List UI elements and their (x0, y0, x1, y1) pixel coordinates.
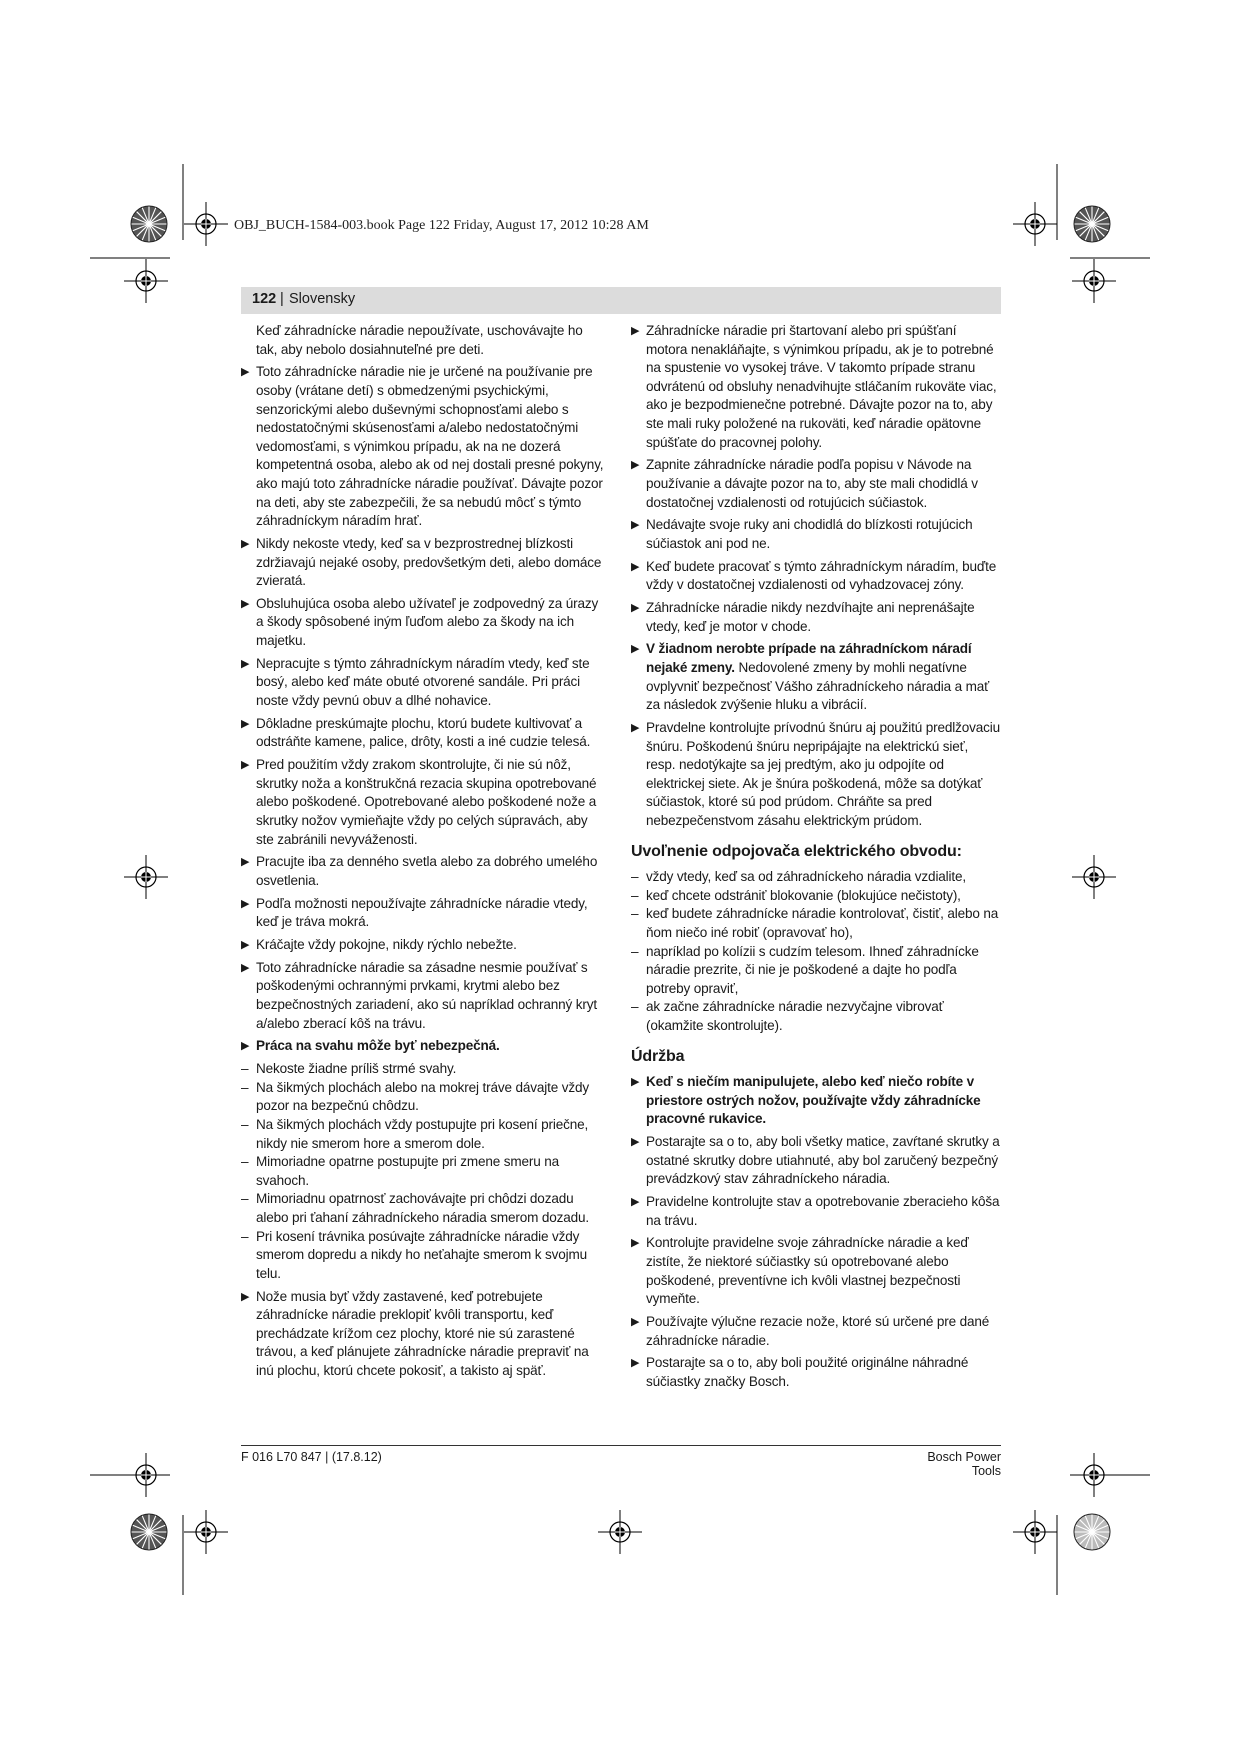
crosshair-icon (1072, 1453, 1116, 1497)
list-item: ▶ Záhradnícke náradie nikdy nezdvíhajte ani neprenášajte vtedy, keď je motor v chode. (631, 600, 975, 634)
list-item: ▶ Záhradnícke náradie pri štartovaní alebo pri spúšťaní motora nenakláňajte, s výnimkou prípadu, ak je to potrebné na spustenie vo vysokej tráve. V takomto prípade stranu odvrátenú od obsluhy nenadvihujte stláčaním rukoväte viac, ako je bezpodmienečne potrebné. Dávajte pozor na to, aby ste mali ruky položené na rukoväti, keď náradie opätovne spúšťate do pracovnej polohy. (631, 323, 997, 450)
triangle-bullet-icon: ▶ (631, 643, 640, 656)
color-wheel-icon (1074, 1514, 1110, 1550)
list-item: ▶ Pravdelne kontrolujte prívodnú šnúru aj použitú predlžovaciu šnúru. Poškodenú šnúru nepripájajte na elektrickú sieť, resp. nedotýkajte sa jej predtým, ako ju odpojíte od elektrickej siete. Ak je šnúra poškodená, môže sa dotýkať súčiastok, ktoré sú pod prúdom. Chráňte sa pred nebezpečenstvom zásahu elektrickým prúdom. (631, 720, 1000, 828)
triangle-bullet-icon: ▶ (241, 961, 250, 974)
list-item: ▶ Pred použitím vždy zrakom skontrolujte, či nie sú nôž, skrutky noža a konštrukčná rezacia skupina opotrebované alebo poškodené. Opotrebované alebo poškodené nože a skrutky nožov vymieňajte vždy po celých súpravách, aby ste zabránili nevyváženosti. (241, 757, 597, 847)
triangle-bullet-icon: ▶ (241, 597, 250, 610)
crosshair-icon (1013, 202, 1057, 246)
list-item: ▶ Kontrolujte pravidelne svoje záhradnícke náradie a keď zistíte, že niektoré súčiastky sú opotrebované alebo poškodené, preventívne ich kvôli vlastnej bezpečnosti vymeňte. (631, 1235, 969, 1307)
book-file-line: OBJ_BUCH-1584-003.book Page 122 Friday, August 17, 2012 10:28 AM (234, 218, 649, 233)
list-item: ▶ Nedávajte svoje ruky ani chodidlá do blízkosti rotujúcich súčiastok ani pod ne. (631, 517, 973, 551)
list-item: ▶ Podľa možnosti nepoužívajte záhradnícke náradie vtedy, keď je tráva mokrá. (241, 895, 588, 930)
triangle-bullet-icon: ▶ (631, 1196, 640, 1209)
release-dash-list (631, 868, 1001, 1035)
triangle-bullet-icon: ▶ (631, 1136, 640, 1149)
list-item: ▶ Nikdy nekoste vtedy, keď sa v bezprostrednej blízkosti zdržiavajú nejaké osoby, predovšetkým deti, alebo domáce zvieratá. (241, 535, 602, 589)
list-item: ▶ Pracujte iba za denného svetla alebo za dobrého umelého osvetlenia. (241, 854, 598, 888)
crosshair-icon (184, 202, 228, 246)
triangle-bullet-icon: ▶ (241, 537, 250, 550)
list-item: ▶ Postarajte sa o to, aby boli použité originálne náhradné súčiastky značky Bosch. (631, 1355, 969, 1389)
dash-item: – Pri kosení trávnika posúvajte záhradnícke náradie vždy smerom dopredu a nikdy ho neťahajte smerom k svojmu telu. (241, 1228, 587, 1281)
dash-item: – Na šikmých plochách alebo na mokrej tráve dávajte vždy pozor na bezpečnú chôdzu. (241, 1079, 589, 1114)
crosshair-icon (1013, 1510, 1057, 1554)
triangle-bullet-icon: ▶ (631, 1357, 640, 1370)
triangle-bullet-icon: ▶ (631, 325, 640, 337)
slope-warning: ▶ Práca na svahu môže byť nebezpečná. (241, 1037, 605, 1056)
intro-paragraph: Keď záhradnícke náradie nepoužívate, uschovávajte ho tak, aby nebolo dosiahnuteľné pre deti. (256, 323, 583, 357)
dash-item: – Na šikmých plochách vždy postupujte pri kosení priečne, nikdy nie smerom hore a smerom dole. (241, 1117, 589, 1151)
triangle-bullet-icon: ▶ (241, 1040, 250, 1053)
list-item: ▶ Používajte výlučne rezacie nože, ktoré sú určené pre dané záhradnícke náradie. (631, 1313, 990, 1348)
list-item: ▶ Pravidelne kontrolujte stav a opotrebovanie zberacieho kôša na trávu. (631, 1194, 1000, 1228)
triangle-bullet-icon: ▶ (631, 459, 640, 472)
triangle-bullet-icon: ▶ (631, 1315, 640, 1328)
crosshair-icon (1072, 259, 1116, 303)
list-item: ▶ V žiadnom nerobte prípade na záhradníckom náradí nejaké zmeny. Nedovolené zmeny by mohli negatívne ovplyvniť bezpečnosť Vášho záhradníckeho náradia a mať za následok zvýšenie hluku a vibrácií. (631, 641, 990, 713)
crosshair-icon (124, 1453, 168, 1497)
crosshair-icon (124, 855, 168, 899)
list-item: ▶ Toto záhradnícke náradie sa zásadne nesmie používať s poškodenými ochrannými prvkami, krytmi alebo bez bezpečnostných zariadení, ako sú napríklad ochranný kryt a/alebo zberací kôš na trávu. (241, 959, 598, 1031)
color-wheel-icon (1074, 206, 1110, 242)
triangle-bullet-icon: ▶ (631, 602, 640, 615)
dash-item: – keď chcete odstrániť blokovanie (blokujúce nečistoty), (631, 887, 961, 903)
crosshair-icon (124, 259, 168, 303)
list-item: ▶ Keď s niečím manipulujete, alebo keď niečo robíte v priestore ostrých nožov, používajte vždy záhradnícke pracovné rukavice. (631, 1074, 981, 1127)
triangle-bullet-icon: ▶ (241, 366, 250, 379)
list-item: ▶ Obsluhujúca osoba alebo užívateľ je zodpovedný za úrazy a škody spôsobené iným ľuďom alebo za škody na ich majetku. (241, 595, 599, 649)
left-column (241, 322, 605, 1385)
list-item: ▶ Keď budete pracovať s týmto záhradníckym náradím, buďte vždy v dostatočnej vzdialenosti od vyhadzovacej zóny. (631, 558, 997, 593)
dash-item: – keď budete záhradnícke náradie kontrolovať, čistiť, alebo na ňom niečo iné robiť (opravovať ho), (631, 906, 999, 940)
triangle-bullet-icon: ▶ (241, 1290, 250, 1303)
list-item: ▶ Nepracujte s týmto záhradníckym náradím vtedy, keď ste bosý, alebo keď máte obuté otvorené sandále. Pri práci noste vždy pevnú obuv a dlhé nohavice. (241, 655, 590, 709)
list-item: ▶ Toto záhradnícke náradie nie je určené na používanie pre osoby (vrátane detí) s obmedzenými psychickými, senzorickými alebo duševnými schopnosťami alebo s nedostatočnými skúsenosťami a/alebo nedostatočnými vedomosťami, s výnimkou prípadu, ak na ne dozerá kompetentná osoba, alebo ak od nej dostali presné pokyny, ako majú toto záhradnícke náradie používať. Dávajte pozor na deti, aby ste zabezpečili, že sa nebudú môcť s týmto záhradníckym náradím hrať. (241, 364, 604, 529)
crosshair-icon (184, 1510, 228, 1554)
header-language: Slovensky (289, 291, 356, 307)
triangle-bullet-icon: ▶ (241, 657, 250, 670)
list-item: ▶ Nože musia byť vždy zastavené, keď potrebujete záhradnícke náradie preklopiť kvôli transportu, keď prechádzate krížom cez plochy, ktoré nie sú zarastené trávou, a keď plánujete záhradnícke náradie prepraviť na inú plochu, ktorú chcete pokosiť, a takisto aj späť. (241, 1288, 589, 1378)
footer-brand: Bosch Power Tools (927, 1450, 1001, 1478)
triangle-bullet-icon: ▶ (631, 722, 640, 734)
slope-dash-list (241, 1060, 605, 1283)
dash-item: – ak začne záhradnícke náradie nezvyčajne vibrovať (okamžite skontrolujte). (631, 999, 944, 1033)
dash-item: – napríklad po kolízii s cudzím telesom. Ihneď záhradnícke náradie prezrite, či nie je poškodené a dajte ho podľa potreby opraviť, (631, 943, 979, 996)
dash-item: – vždy vtedy, keď sa od záhradníckeho náradia vzdialite, (631, 869, 967, 885)
triangle-bullet-icon: ▶ (241, 939, 250, 952)
triangle-bullet-icon: ▶ (241, 717, 250, 730)
footer-rule (241, 1445, 1001, 1446)
section-heading-maintenance: Údržba (631, 1047, 685, 1065)
right-column (631, 322, 1001, 1396)
dash-item: – Mimoriadnu opatrnosť zachovávajte pri chôdzi dozadu alebo pri ťahaní záhradníckeho náradia smerom dozadu. (241, 1191, 590, 1225)
triangle-bullet-icon: ▶ (631, 560, 640, 573)
color-wheel-icon (131, 1514, 167, 1550)
color-wheel-icon (131, 206, 167, 242)
list-item: ▶ Kráčajte vždy pokojne, nikdy rýchlo nebežte. (241, 936, 605, 955)
triangle-bullet-icon: ▶ (241, 759, 250, 772)
dash-item: – Nekoste žiadne príliš strmé svahy. (241, 1061, 457, 1077)
triangle-bullet-icon: ▶ (631, 1076, 640, 1089)
triangle-bullet-icon: ▶ (631, 1237, 640, 1250)
triangle-bullet-icon: ▶ (241, 897, 250, 910)
crosshair-icon (598, 1510, 642, 1554)
list-item: ▶ Dôkladne preskúmajte plochu, ktorú budete kultivovať a odstráňte kamene, palice, drôty, kosti a iné cudzie telesá. (241, 715, 591, 750)
list-item: ▶ Postarajte sa o to, aby boli všetky matice, zavŕtané skrutky a ostatné skrutky dobre utiahnuté, aby bol zaručený bezpečný prevádzkový stav záhradníckeho náradia. (631, 1134, 1000, 1187)
dash-item: – Mimoriadne opatrne postupujte pri zmene smeru na svahoch. (241, 1154, 560, 1188)
footer-doc-code: F 016 L70 847 | (17.8.12) (241, 1450, 382, 1464)
crosshair-icon (1072, 855, 1116, 899)
header-separator: | (280, 291, 284, 307)
page-number: 122 (252, 291, 277, 307)
triangle-bullet-icon: ▶ (631, 519, 640, 532)
triangle-bullet-icon: ▶ (241, 856, 250, 869)
list-item: ▶ Zapnite záhradnícke náradie podľa popisu v Návode na používanie a dávajte pozor na to, aby ste mali chodidlá v dostatočnej vzdialenosti od rotujúcich súčiastok. (631, 457, 978, 510)
section-heading-release: Uvoľnenie odpojovača elektrického obvodu: (631, 842, 962, 860)
